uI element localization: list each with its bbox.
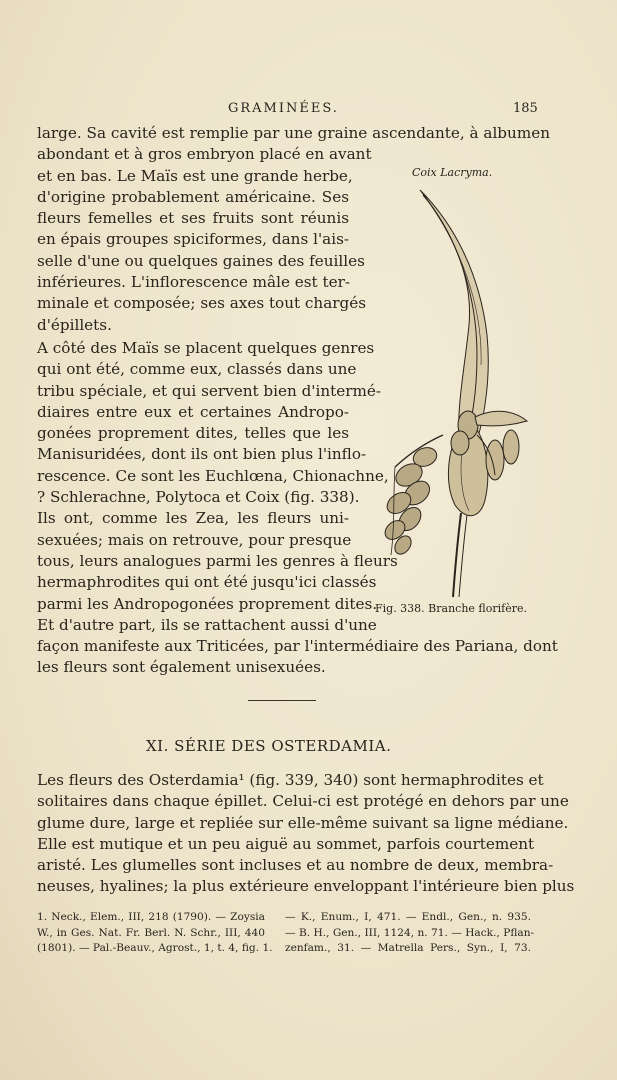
text-line: glume dure, large et repliée sur elle-même suivant sa ligne médiane. xyxy=(37,813,569,832)
footnotes-right xyxy=(285,910,535,957)
text-line: neuses, hyalines; la plus extérieure enveloppant l'intérieure bien plus xyxy=(37,877,575,896)
section-divider xyxy=(248,700,316,701)
text-line: rescence. Ce sont les Euchlœna, Chionachne, xyxy=(37,466,389,485)
page-number: 185 xyxy=(513,101,538,116)
footnote-line: W., in Ges. Nat. Fr. Berl. N. Schr., III, 440 xyxy=(37,926,265,939)
text-line: d'épillets. xyxy=(37,315,112,334)
text-line: ? Schlerachne, Polytoca et Coix (fig. 338). xyxy=(37,488,360,507)
text-line: solitaires dans chaque épillet. Celui-ci est protégé en dehors par une xyxy=(37,792,569,811)
text-line: abondant et à gros embryon placé en avant xyxy=(37,145,372,164)
text-line: fleurs femelles et ses fruits sont réunis xyxy=(37,209,349,228)
text-line: selle d'une ou quelques gaines des feuilles xyxy=(37,251,365,270)
coix-plant-illustration xyxy=(365,185,535,600)
text-line: tous, leurs analogues parmi les genres à fleurs xyxy=(37,551,398,570)
text-line: A côté des Maïs se placent quelques genres xyxy=(37,339,375,357)
footnote-line: — B. H., Gen., III, 1124, n. 71. — Hack., Pflan- xyxy=(285,926,535,939)
text-line: inférieures. L'inflorescence mâle est ter- xyxy=(37,273,350,292)
text-line: aristé. Les glumelles sont incluses et au nombre de deux, membra- xyxy=(37,856,554,875)
text-line: Les fleurs des Osterdamia¹ (fig. 339, 340) sont hermaphrodites et xyxy=(37,771,544,789)
figure-caption: Fig. 338. Branche florifère. xyxy=(375,602,527,615)
footnote-line: zenfam., 31. — Matrella Pers., Syn., I, 73. xyxy=(285,942,531,954)
text-line: Manisuridées, dont ils ont bien plus l'inflo- xyxy=(37,445,367,464)
text-line: qui ont été, comme eux, classés dans une xyxy=(37,360,357,379)
running-title: GRAMINÉES. xyxy=(228,101,339,116)
text-line: diaires entre eux et certaines Andropo- xyxy=(37,402,349,421)
text-line: minale et composée; ses axes tout chargés xyxy=(37,294,367,313)
text-line: Et d'autre part, ils se rattachent aussi d'une xyxy=(37,615,377,634)
text-line: tribu spéciale, et qui servent bien d'intermé- xyxy=(37,381,381,400)
text-line: Elle est mutique et un peu aiguë au sommet, parfois courtement xyxy=(37,834,535,853)
page-header xyxy=(0,101,617,121)
footnote-line: (1801). — Pal.-Beauv., Agrost., 1, t. 4, fig. 1. xyxy=(37,942,273,954)
text-line: gonées proprement dites, telles que les xyxy=(37,424,349,443)
section-title: XI. SÉRIE DES OSTERDAMIA. xyxy=(146,737,392,755)
footnote-line: — K., Enum., I, 471. — Endl., Gen., n. 935. xyxy=(285,911,531,923)
footnote-line: 1. Neck., Elem., III, 218 (1790). — Zoysia xyxy=(37,911,265,923)
text-line: les fleurs sont également unisexuées. xyxy=(37,658,326,677)
figure-title: Coix Lacryma. xyxy=(412,166,493,179)
footnotes-left xyxy=(37,910,273,957)
paragraph-osterdamia xyxy=(37,770,575,898)
text-line: d'origine probablement américaine. Ses xyxy=(37,187,349,206)
text-line: façon manifeste aux Triticées, par l'intermédiaire des Pariana, dont xyxy=(37,637,558,656)
text-line: en épais groupes spiciformes, dans l'ais- xyxy=(37,230,349,249)
text-line: et en bas. Le Maïs est une grande herbe, xyxy=(37,166,353,185)
text-line: sexuées; mais on retrouve, pour presque xyxy=(37,530,352,549)
text-line: large. Sa cavité est remplie par une graine ascendante, à albumen xyxy=(37,124,550,142)
text-line: Ils ont, comme les Zea, les fleurs uni- xyxy=(37,509,349,528)
text-line: hermaphrodites qui ont été jusqu'ici classés xyxy=(37,573,377,592)
text-line: parmi les Andropogonées proprement dites. xyxy=(37,594,378,613)
